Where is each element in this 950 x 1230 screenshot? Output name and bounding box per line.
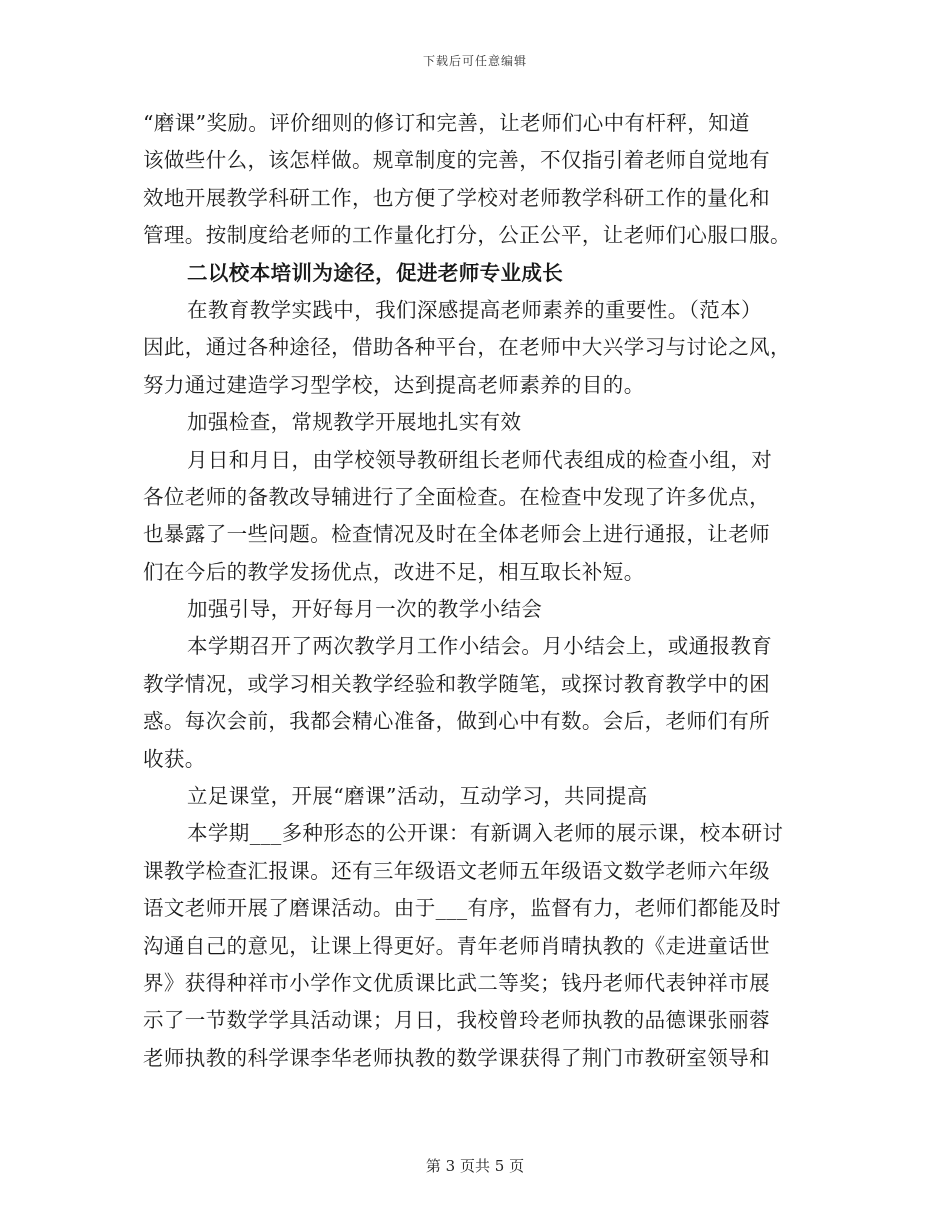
paragraph-line: 示了一节数学学具活动课；月日，我校曾玲老师执教的品德课张丽蓉: [143, 1008, 770, 1033]
paragraph-line: 在教育教学实践中，我们深感提高老师素养的重要性。（范本）: [187, 297, 762, 322]
paragraph-line: 管理。按制度给老师的工作量化打分，公正公平，让老师们心服口服。: [143, 223, 791, 248]
paragraph-line: 界》获得种祥市小学作文优质课比武二等奖；钱丹老师代表钟祥市展: [143, 970, 770, 995]
page-number: 第 3 页共 5 页: [425, 1157, 525, 1175]
paragraph-line: 老师执教的科学课李华老师执教的数学课获得了荆门市教研室领导和: [143, 1045, 770, 1070]
subheading-line: 立足课堂，开展“磨课”活动，互动学习，共同提高: [187, 784, 648, 809]
subheading-line: 加强检查，常规教学开展地扎实有效: [187, 410, 522, 435]
paragraph-line: 效地开展教学科研工作，也方便了学校对老师教学科研工作的量化和: [143, 185, 770, 210]
subheading-line: 加强引导，开好每月一次的教学小结会: [187, 597, 543, 622]
paragraph-line: 语文老师开展了磨课活动。由于___有序，监督有力，老师们都能及时: [143, 896, 782, 921]
paragraph-line: 月日和月日，由学校领导教研组长老师代表组成的检查小组，对: [187, 447, 773, 472]
paragraph-line: 课教学检查汇报课。还有三年级语文老师五年级语文数学老师六年级: [143, 858, 770, 883]
paragraph-line: 本学期___多种形态的公开课：有新调入老师的展示课，校本研讨: [187, 821, 784, 846]
paragraph-line: 也暴露了一些问题。检查情况及时在全体老师会上进行通报，让老师: [143, 522, 770, 547]
paragraph-line: 因此，通过各种途径，借助各种平台，在老师中大兴学习与讨论之风，: [143, 335, 791, 360]
paragraph-line: 努力通过建造学习型学校，达到提高老师素养的目的。: [143, 372, 645, 397]
paragraph-line: 沟通自己的意见，让课上得更好。青年老师肖晴执教的《走进童话世: [143, 933, 770, 958]
paragraph-line: 本学期召开了两次教学月工作小结会。月小结会上，或通报教育: [187, 634, 773, 659]
header-note: 下载后可任意编辑: [422, 54, 527, 68]
paragraph-line: 该做些什么，该怎样做。规章制度的完善，不仅指引着老师自觉地有: [143, 148, 770, 173]
section-heading: 二以校本培训为途径，促进老师专业成长: [187, 260, 564, 285]
paragraph-line: 各位老师的备教改导辅进行了全面检查。在检查中发现了许多优点，: [143, 484, 770, 509]
paragraph-line: 惑。每次会前，我都会精心准备，做到心中有数。会后，老师们有所: [143, 709, 770, 734]
paragraph-line: 们在今后的教学发扬优点，改进不足，相互取长补短。: [143, 559, 645, 584]
paragraph-line: 收获。: [143, 746, 206, 771]
paragraph-line: 教学情况，或学习相关教学经验和教学随笔，或探讨教育教学中的困: [143, 671, 770, 696]
paragraph-line: “磨课”奖励。评价细则的修订和完善，让老师们心中有杆秤，知道: [143, 111, 750, 135]
body-text: [143, 105, 803, 1077]
